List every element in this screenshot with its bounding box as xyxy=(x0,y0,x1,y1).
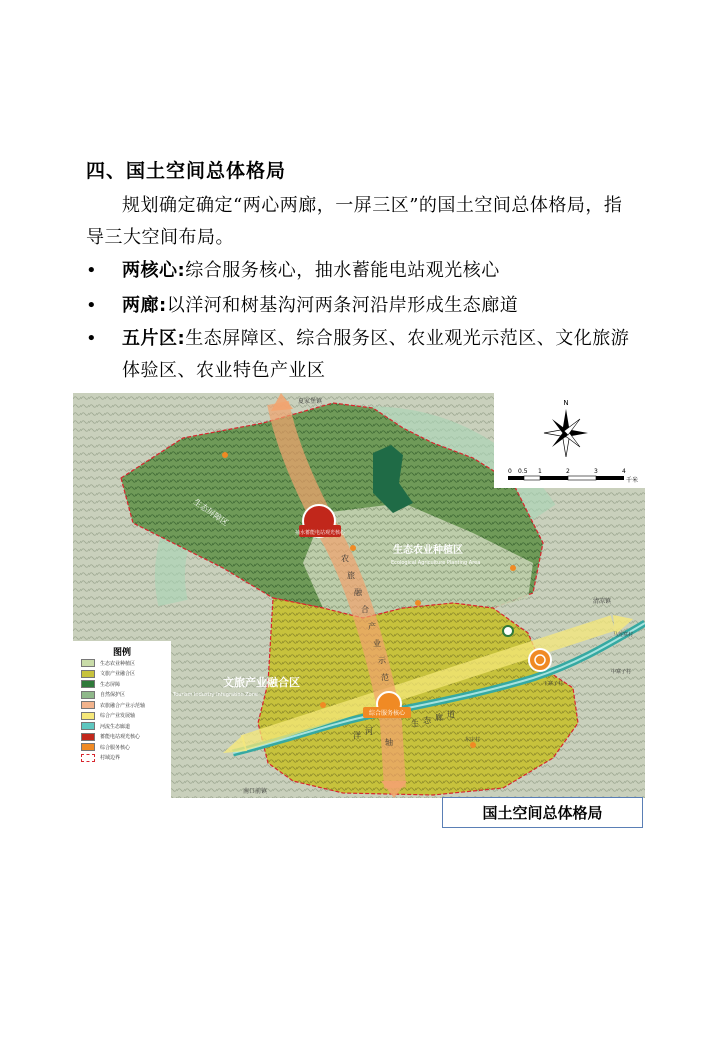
scale-unit: 千米 xyxy=(626,477,639,484)
axis-char: 示 xyxy=(378,656,386,665)
label-eco-agri: 生态农业种植区 xyxy=(393,545,463,556)
axis-char: 农 xyxy=(341,554,349,563)
legend-label: 综合服务核心 xyxy=(100,744,131,751)
service-core-label: 综合服务核心 xyxy=(368,710,406,717)
river-char: 道 xyxy=(447,710,455,719)
scale-tick: 3 xyxy=(594,468,598,475)
legend-rows xyxy=(73,658,171,763)
bullet-text: 综合服务核心，抽水蓄能电站观光核心 xyxy=(185,260,500,281)
label-tourism: 文旅产业融合区 xyxy=(223,676,300,689)
legend-label: 蓄能电站观光核心 xyxy=(100,734,141,741)
place-name: 夏家堡镇 xyxy=(298,398,323,405)
intro-paragraph: 规划确定确定“两心两廊，一屏三区”的国土空间总体格局，指导三大空间布局。 xyxy=(86,195,623,248)
label-barrier: 生态屏障区 xyxy=(191,497,230,528)
axis-char: 合 xyxy=(361,605,369,614)
pumped-core-label: 抽水蓄能电站观光核心 xyxy=(294,530,346,536)
axis-char: 业 xyxy=(373,639,381,648)
legend-item xyxy=(73,721,171,732)
legend-label: 自然保护区 xyxy=(100,692,126,699)
bullet-label: 五片区: xyxy=(122,328,186,349)
village-point xyxy=(320,702,326,708)
place-name: 马莲寨村 xyxy=(613,632,634,638)
axis-char: 轴 xyxy=(385,738,393,747)
map-legend xyxy=(73,641,171,798)
section-heading: 四、国土空间总体格局 xyxy=(86,160,287,182)
legend-swatch xyxy=(81,722,95,730)
village-point xyxy=(222,452,228,458)
bullet-dot: • xyxy=(86,295,98,316)
scale-bar xyxy=(508,468,638,484)
legend-item xyxy=(73,711,171,722)
axis-char: 旅 xyxy=(347,571,355,580)
legend-label: 文旅产业融合区 xyxy=(100,671,136,678)
legend-swatch xyxy=(81,712,95,720)
legend-item xyxy=(73,658,171,669)
legend-swatch xyxy=(81,754,95,762)
legend-item xyxy=(73,700,171,711)
bullet-zones xyxy=(86,323,634,387)
legend-title: 图例 xyxy=(112,648,131,658)
legend-swatch xyxy=(81,670,95,678)
bullet-label: 两廊: xyxy=(122,295,167,316)
place-name: 东庄村 xyxy=(465,737,481,743)
compass-rose xyxy=(544,409,588,457)
legend-item xyxy=(73,732,171,743)
label-tourism-en: Tourism Industry Integration Zone xyxy=(173,692,258,698)
legend-label: 河流生态廊道 xyxy=(100,723,131,730)
legend-label: 生态屏障 xyxy=(100,681,121,688)
place-name: 南口前镇 xyxy=(243,788,268,795)
village-point xyxy=(415,600,421,606)
scale-tick: 1 xyxy=(538,468,542,475)
river-char: 态 xyxy=(423,716,431,725)
label-eco-agri-en: Ecological Agriculture Planting Area xyxy=(391,560,481,566)
river-char: 河 xyxy=(365,727,373,736)
river-char: 廊 xyxy=(435,713,443,722)
legend-item xyxy=(73,690,171,701)
river-char: 洋 xyxy=(353,731,361,740)
compass-north-letter: N xyxy=(563,399,569,407)
bullet-dot: • xyxy=(86,260,98,281)
place-name: 中寨子村 xyxy=(611,669,632,675)
legend-swatch xyxy=(81,691,95,699)
village-point xyxy=(350,545,356,551)
legend-label: 村域边界 xyxy=(100,755,121,762)
legend-swatch xyxy=(81,701,95,709)
bullet-text: 生态屏障区、综合服务区、农业观光示范区、文化旅游体验区、农业特色产业区 xyxy=(122,328,630,381)
nature-reserve-point xyxy=(503,626,513,636)
figure-caption: 国土空间总体格局 xyxy=(442,797,643,828)
scale-tick: 4 xyxy=(622,468,626,475)
legend-swatch xyxy=(81,659,95,667)
compass-scale-inset xyxy=(494,393,645,488)
legend-swatch xyxy=(81,743,95,751)
bullet-dot: • xyxy=(86,328,98,349)
place-name: 清凉镇 xyxy=(593,598,612,605)
legend-item xyxy=(73,753,171,764)
bullet-label: 两核心: xyxy=(122,260,186,281)
axis-char: 融 xyxy=(354,588,362,597)
axis-char: 产 xyxy=(368,622,376,631)
service-point-east xyxy=(529,649,551,671)
place-name: 下寨子村 xyxy=(543,681,564,687)
bullet-cores xyxy=(86,255,634,287)
axis-char: 范 xyxy=(381,673,389,682)
scale-tick: 0.5 xyxy=(518,468,528,475)
river-char: 生 xyxy=(411,719,419,728)
bullet-text: 以洋河和树基沟河两条河沿岸形成生态廊道 xyxy=(166,295,519,316)
legend-label: 综合产业发展轴 xyxy=(100,713,136,720)
village-point xyxy=(510,565,516,571)
scale-tick: 0 xyxy=(508,468,512,475)
legend-item xyxy=(73,679,171,690)
legend-item xyxy=(73,669,171,680)
legend-label: 生态农业种植区 xyxy=(100,660,136,667)
scale-tick: 2 xyxy=(566,468,570,475)
legend-swatch xyxy=(81,680,95,688)
legend-label: 农旅融合产业示范轴 xyxy=(100,702,146,709)
bullet-corridors xyxy=(86,290,634,322)
legend-swatch xyxy=(81,733,95,741)
legend-item xyxy=(73,742,171,753)
compass-svg xyxy=(494,393,645,488)
